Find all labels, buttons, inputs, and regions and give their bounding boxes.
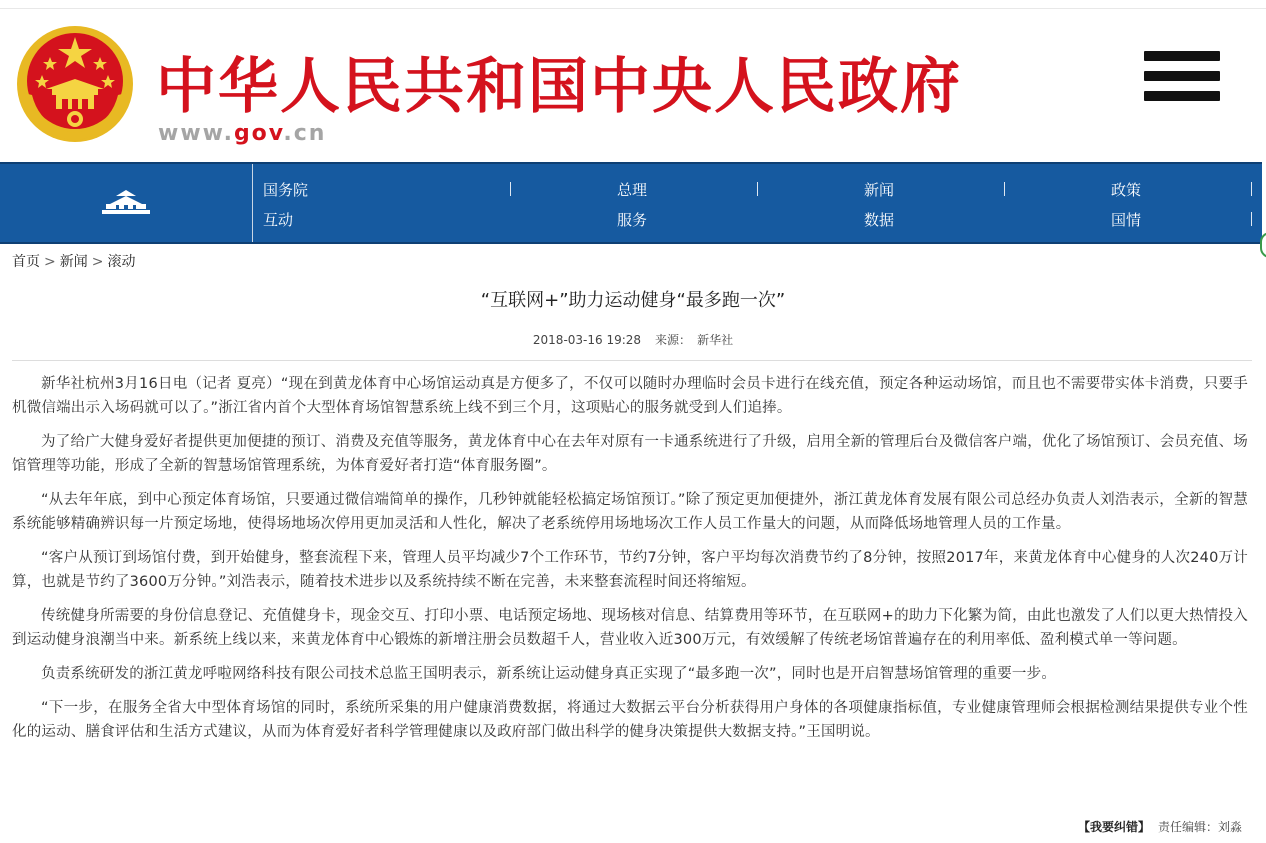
article-paragraph: 负责系统研发的浙江黄龙呼啦网络科技有限公司技术总监王国明表示，新系统让运动健身真正实现了“最多跑一次”，同时也是开启智慧场馆管理的重要一步。 [41,666,1057,682]
main-nav [0,162,1262,244]
url-suffix: .cn [283,121,327,146]
breadcrumb [12,251,135,271]
nav-item-xinwen[interactable]: 新闻 [864,181,895,199]
breadcrumb-news[interactable]: 新闻 [59,254,88,270]
nav-divider [757,182,758,196]
hamburger-menu-icon[interactable] [1144,51,1220,121]
editor-label: 责任编辑： [1157,820,1218,834]
url-prefix: www. [158,121,234,146]
article-paragraph: “客户从预订到场馆付费，到开始健身，整套流程下来，管理人员平均减少7个工作环节，节约7分钟，客户平均每次消费节约了8分钟，按照2017年，来黄龙体育中心健身的人次240万计算，也就是节约了3600万分钟。”刘浩表示，随着技术进步以及系统持续不断在完善，未来整套流程时间还将缩短。 [12,550,1248,590]
url-domain: gov [233,121,284,146]
breadcrumb-separator: > [91,254,104,270]
nav-home[interactable] [0,164,253,242]
nav-item-zhengce[interactable]: 政策 [1111,181,1142,199]
article-source: 新华社 [697,333,734,347]
national-emblem-icon[interactable] [14,23,136,145]
article-body [12,372,1248,754]
nav-item-guoqing[interactable]: 国情 [1111,211,1142,229]
nav-item-hudong[interactable]: 互动 [263,211,294,229]
site-header [0,9,1266,162]
breadcrumb-scroll[interactable]: 滚动 [107,254,136,270]
article-meta [0,331,1266,348]
article-paragraph: 为了给广大健身爱好者提供更加便捷的预订、消费及充值等服务，黄龙体育中心在去年对原有一卡通系统进行了升级，启用全新的管理后台及微信客户端，优化了场馆预订、会员充值、场馆管理等功能，形成了全新的智慧场馆管理系统，为体育爱好者打造“体育服务圈”。 [12,434,1248,474]
nav-divider [510,182,511,196]
article-paragraph: “从去年年底，到中心预定体育场馆，只要通过微信端简单的操作，几秒钟就能轻松搞定场馆预订。”除了预定更加便捷外，浙江黄龙体育发展有限公司总经办负责人刘浩表示，全新的智慧系统能够精确辨识每一片预定场地，使得场地场次停用更加灵活和人性化，解决了老系统停用场地场次工作人员工作量大的问题，从而降低场地管理人员的工作量。 [12,492,1248,532]
tiananmen-icon [102,188,150,214]
article-footer [1078,818,1242,835]
article-source-label: 来源： [655,333,692,347]
article-paragraph: 新华社杭州3月16日电（记者 夏亮）“现在到黄龙体育中心场馆运动真是方便多了，不仅可以随时办理临时会员卡进行在线充值，预定各种运动场馆，而且也不需要带实体卡消费，只要手机微信端出示入场码就可以了。”浙江省内首个大型体育场馆智慧系统上线不到三个月，这项贴心的服务就受到人们追捧。 [12,376,1248,416]
nav-grid [253,164,1262,242]
nav-divider [1004,182,1005,196]
site-url [158,121,326,146]
breadcrumb-separator: > [44,254,56,270]
article-datetime: 2018-03-16 19:28 [532,333,642,347]
nav-item-fuwu[interactable]: 服务 [617,211,648,229]
title-divider [12,360,1252,361]
article-title: “互联网+”助力运动健身“最多跑一次” [480,290,786,311]
nav-item-guowuyuan[interactable]: 国务院 [263,181,309,199]
site-title: 中华人民共和国中央人民政府 [156,52,962,122]
breadcrumb-home[interactable]: 首页 [12,254,40,270]
editor-name: 刘淼 [1217,820,1242,834]
article-paragraph: “下一步，在服务全省大中型体育场馆的同时，系统所采集的用户健康消费数据，将通过大数据云平台分析获得用户身体的各项健康指标值，专业健康管理师会根据检测结果提供专业个性化的运动、膳食评估和生活方式建议，从而为体育爱好者科学管理健康以及政府部门做出科学的健身决策提供大数据支持。”王国明说。 [12,700,1248,740]
article-paragraph: 传统健身所需要的身份信息登记、充值健身卡，现金交互、打印小票、电话预定场地、现场核对信息、结算费用等环节，在互联网+的助力下化繁为简，由此也激发了人们以更大热情投入到运动健身浪潮当中来。新系统上线以来，来黄龙体育中心锻炼的新增注册会员数超千人，营业收入近300万元，有效缓解了传统老场馆普遍存在的利用率低、盈利模式单一等问题。 [12,608,1248,648]
side-scroll-handle[interactable] [1260,232,1266,258]
nav-divider [1251,212,1252,226]
nav-item-shuju[interactable]: 数据 [864,211,895,229]
nav-item-zongli[interactable]: 总理 [617,181,648,199]
nav-divider [1251,182,1252,196]
correction-link[interactable]: 【我要纠错】 [1077,820,1150,834]
